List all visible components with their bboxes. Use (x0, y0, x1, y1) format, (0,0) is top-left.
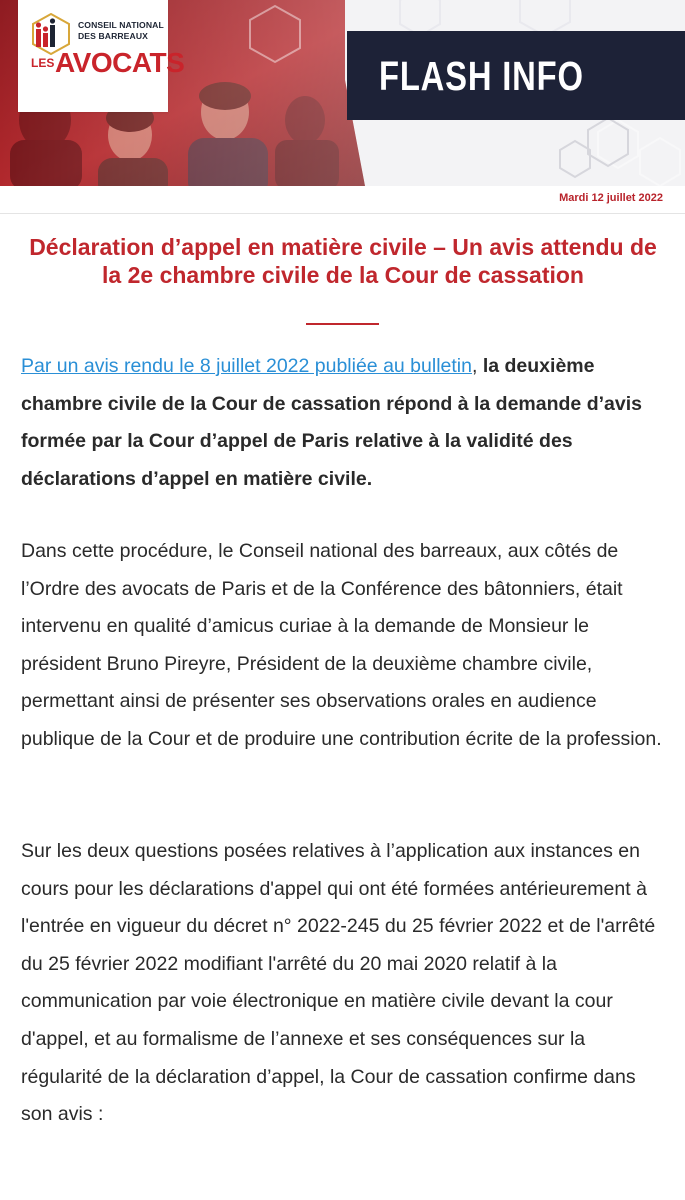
logo-text-line1: CONSEIL NATIONAL (78, 20, 164, 30)
body-paragraph-3: Sur les deux questions posées relatives à l’application aux instances en cours pour les déclarations d'appel qui ont été formées antérieurement à l'entrée en vigueur du décret n° 2022-245 du 25 février 2022 et de l'arrêté du 25 février 2022 modifiant l'arrêté du 20 mai 2020 relatif à la communication par voie électronique en matière civile devant la cour d'appel, et au formalisme de l’annexe et ses conséquences sur la régularité de la déclaration d’appel, la Cour de cassation confirme dans son avis : (21, 840, 656, 1126)
email-header (0, 0, 685, 186)
intro-bold-text: la deuxième chambre civile de la Cour de cassation répond à la demande d’avis formée par la Cour d’appel de Paris relative à la validité des déclarations d’appel en matière civile. (21, 355, 642, 490)
cnb-logo[interactable] (18, 0, 185, 112)
article-title: Déclaration d’appel en matière civile – Un avis attendu de la 2e chambre civile de la Cour de cassation (29, 234, 657, 288)
divider (0, 213, 685, 214)
logo-prefix: LES (31, 56, 55, 70)
avis-link[interactable]: Par un avis rendu le 8 juillet 2022 publiée au bulletin (21, 355, 472, 377)
intro-paragraph (21, 348, 665, 498)
body-paragraph-2: Dans cette procédure, le Conseil national des barreaux, aux côtés de l’Ordre des avocats de Paris et de la Conférence des bâtonniers, était intervenu en qualité d’amicus curiae à la demande de Monsieur le président Bruno Pireyre, Président de la deuxième chambre civile, permettant ainsi de présenter ses observations orales en audience publique de la Cour et de produire une contribution écrite de la profession. (21, 540, 662, 750)
title-underline (306, 323, 379, 325)
flash-info-banner (347, 31, 685, 120)
intro-separator: , (471, 355, 483, 377)
logo-text-line2: DES BARREAUX (78, 31, 148, 41)
logo-name: AVOCATS (55, 47, 185, 78)
banner-title: FLASH INFO (379, 53, 584, 99)
publication-date: Mardi 12 juillet 2022 (559, 192, 663, 204)
